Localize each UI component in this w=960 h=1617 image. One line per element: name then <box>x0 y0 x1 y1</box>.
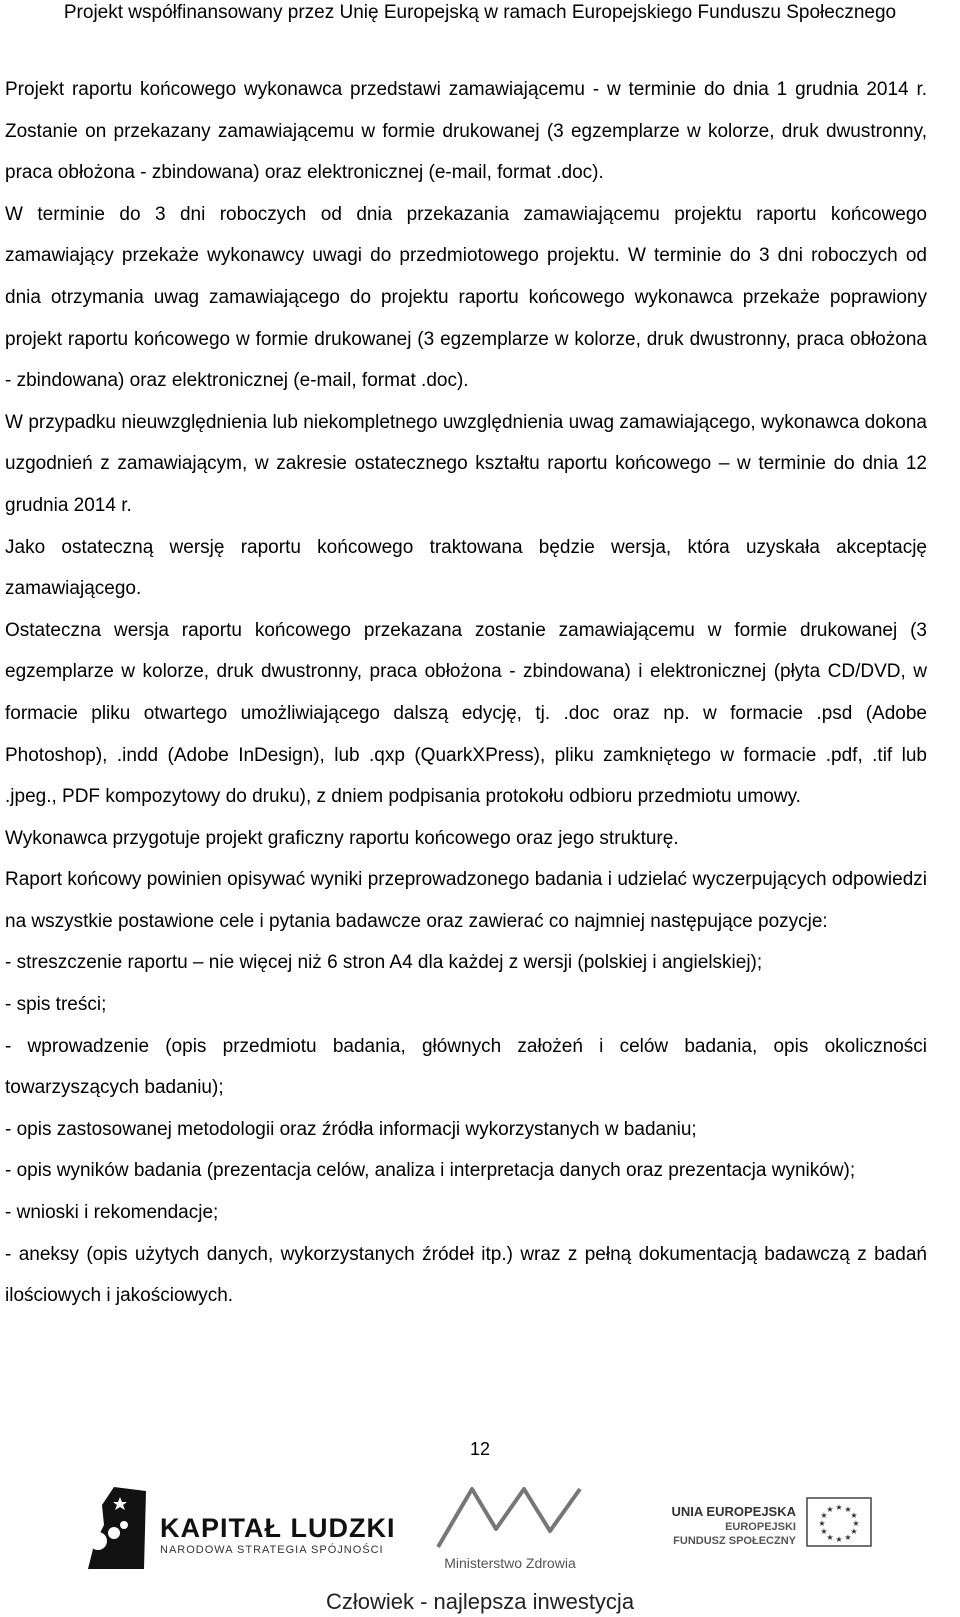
svg-text:★: ★ <box>820 1527 828 1536</box>
footer-logos <box>0 1475 960 1583</box>
kapital-ludzki-text <box>160 1513 395 1557</box>
svg-text:★: ★ <box>826 1533 834 1542</box>
svg-text:★: ★ <box>844 1533 852 1542</box>
list-item: - aneksy (opis użytych danych, wykorzystanych źródeł itp.) wraz z pełną dokumentacją badawczą z badań ilościowych i jakościowych. <box>5 1243 927 1307</box>
paragraph-graphic-design: Wykonawca przygotuje projekt graficzny raportu końcowego oraz jego strukturę. <box>5 827 679 849</box>
eu-title: UNIA EUROPEJSKA <box>671 1504 796 1519</box>
funding-header: Projekt współfinansowany przez Unię Europejską w ramach Europejskiego Funduszu Społecznego <box>63 2 897 23</box>
svg-text:★: ★ <box>835 1503 843 1512</box>
paragraph-final-delivery: Ostateczna wersja raportu końcowego przekazana zostanie zamawiającemu w formie drukowanej (3 egzemplarze w kolorze, druk dwustronny, praca obłożona - zbindowana) i elektronicznej (płyta CD/DVD, w formacie pliku otwartego umożliwiającego dalszą edycję, tj. .doc oraz np. w formacie .psd (Adobe Photoshop), .indd (Adobe InDesign), lub .qxp (QuarkXPress), pliku zamkniętego w formacie .pdf, .tif lub .jpeg., PDF kompozytowy do druku), z dniem podpisania protokołu odbioru przedmiotu umowy. <box>5 619 927 808</box>
svg-text:★: ★ <box>850 1527 858 1536</box>
svg-text:★: ★ <box>826 1505 834 1514</box>
list-item: - spis treści; <box>5 994 107 1016</box>
kapital-ludzki-title: KAPITAŁ LUDZKI <box>160 1513 396 1543</box>
list-item: - wnioski i rekomendacje; <box>5 1202 219 1224</box>
list-item: - opis wyników badania (prezentacja celów, analiza i interpretacja danych oraz prezentacja wyników); <box>5 1160 856 1182</box>
svg-text:★: ★ <box>850 1511 858 1520</box>
paragraph-agreement: W przypadku nieuwzględnienia lub niekompletnego uwzględnienia uwag zamawiającego, wykonawca dokona uzgodnień z zamawiającym, w zakresie ostatecznego kształtu raportu końcowego – w terminie do dnia 12 grudnia 2014 r. <box>5 411 927 516</box>
svg-text:★: ★ <box>820 1511 828 1520</box>
list-item: - opis zastosowanej metodologii oraz źródła informacji wykorzystanych w badaniu; <box>5 1118 697 1140</box>
eu-flag-icon <box>806 1497 872 1547</box>
list-item: - streszczenie raportu – nie więcej niż 6 stron A4 dla każdej z wersji (polskiej i angielskiej); <box>5 952 763 974</box>
page-number: 12 <box>469 1439 491 1459</box>
ministerstwo-zdrowia-label: Ministerstwo Zdrowia <box>444 1555 576 1571</box>
svg-text:★: ★ <box>852 1519 860 1528</box>
paragraph-comments: W terminie do 3 dni roboczych od dnia przekazania zamawiającemu projektu raportu końcowego zamawiający przekaże wykonawcy uwagi do przedmiotowego projektu. W terminie do 3 dni roboczych od dnia otrzymania uwag zamawiającego do projektu raportu końcowego wykonawca przekaże poprawiony projekt raportu końcowego w formie drukowanej (3 egzemplarze w kolorze, druk dwustronny, praca obłożona - zbindowana) oraz elektronicznej (e-mail, format .doc). <box>5 203 927 392</box>
paragraph-draft-report: Projekt raportu końcowego wykonawca przedstawi zamawiającemu - w terminie do dnia 1 grudnia 2014 r. Zostanie on przekazany zamawiającemu w formie drukowanej (3 egzemplarze w kolorze, druk dwustronny, praca obłożona - zbindowana) oraz elektronicznej (e-mail, format .doc). <box>5 79 927 184</box>
kapital-ludzki-subtitle: NARODOWA STRATEGIA SPÓJNOŚCI <box>160 1544 384 1556</box>
paragraph-final-version: Jako ostateczną wersję raportu końcowego traktowana będzie wersja, która uzyskała akceptację zamawiającego. <box>5 536 927 600</box>
list-item: - wprowadzenie (opis przedmiotu badania, głównych założeń i celów badania, opis okoliczności towarzyszących badaniu); <box>5 1035 927 1099</box>
svg-text:★: ★ <box>835 1535 843 1544</box>
eu-subtitle-line1: EUROPEJSKI <box>725 1521 796 1533</box>
document-body <box>5 69 927 1317</box>
eu-subtitle-line2: FUNDUSZ SPOŁECZNY <box>673 1535 796 1547</box>
paragraph-report-requirements: Raport końcowy powinien opisywać wyniki przeprowadzonego badania i udzielać wyczerpujących odpowiedzi na wszystkie postawione cele i pytania badawcze oraz zawierać co najmniej następujące pozycje: <box>5 869 927 932</box>
kapital-ludzki-logo-icon <box>84 1485 146 1571</box>
svg-text:★: ★ <box>818 1519 826 1528</box>
svg-text:★: ★ <box>844 1505 852 1514</box>
eu-text <box>656 1503 796 1548</box>
ministerstwo-zdrowia-logo-icon <box>436 1485 582 1551</box>
slogan: Człowiek - najlepsza inwestycja <box>325 1589 635 1614</box>
